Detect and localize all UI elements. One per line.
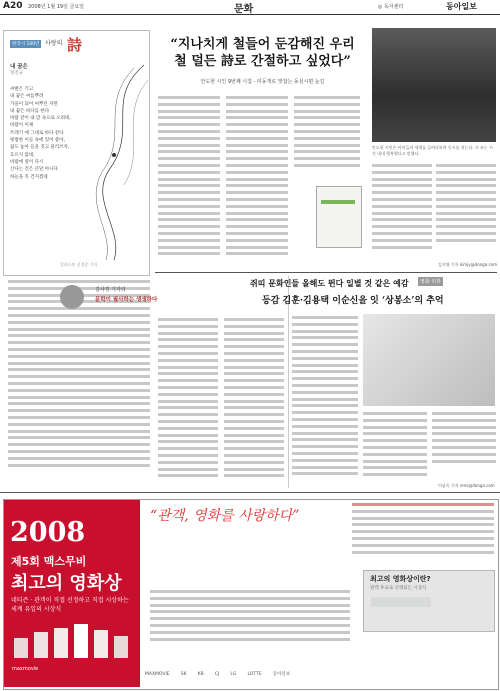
text-line <box>8 314 150 317</box>
feature-column-5 <box>436 164 496 246</box>
feature-subhead: 안도현 시인 9번째 시집 - 띠동개로 맞잡는 동심시편 눈길 <box>200 79 325 85</box>
section-divider <box>155 272 497 273</box>
ad-logo: maxmovie <box>12 666 39 672</box>
poem-author: 정진규 <box>10 71 24 76</box>
sponsor-logo: LOTTE <box>247 672 262 677</box>
ad-body-text <box>150 590 350 644</box>
ad-subtitle: 네티즌 · 관객이 직접 선정하고 직접 시상하는 세계 유일의 시상식 <box>11 597 129 613</box>
text-line <box>8 375 150 378</box>
text-line <box>8 423 150 426</box>
text-line <box>8 362 150 365</box>
ad-card-title: 최고의 영화상이란? <box>370 575 431 583</box>
poem-credit: 일러스트 신경순 기자 <box>60 262 98 267</box>
feature-column-2 <box>226 96 288 259</box>
poem-line: 내 꿈은 씨를뿌려 <box>10 94 44 100</box>
section-title: 문화 <box>234 4 254 15</box>
ad-sponsor-row <box>145 660 495 676</box>
sponsor-logo: 동아일보 <box>272 672 291 677</box>
reader-center: ◎ 독자센터 <box>378 4 404 10</box>
ad-timeline-graphic <box>8 620 138 660</box>
poem-series-tag: 한국시 100년 <box>12 42 40 47</box>
sponsor-logo: MAXMOVIE <box>145 672 170 677</box>
author-photo <box>372 28 496 142</box>
page-number: A20 <box>3 1 23 11</box>
text-line <box>8 409 150 412</box>
poem-illustration <box>84 60 150 265</box>
text-line <box>8 334 150 337</box>
feature-column-1 <box>158 96 220 259</box>
text-line <box>8 402 150 405</box>
column-divider <box>288 276 289 488</box>
sponsor-logo: LG <box>230 672 237 677</box>
poem-line: 쓰레기 예 그대로 바다 같다 <box>10 130 64 136</box>
text-line <box>8 457 150 460</box>
text-line <box>8 464 150 467</box>
poem-series-title-main: 詩 <box>67 36 83 54</box>
text-line <box>8 382 150 385</box>
text-line <box>8 430 150 433</box>
photo-caption: 안도현 시인은 아이들의 세계를 들여다보며 동시를 짓는다. 시 쓰는 시간 내내 행복했다고 말했다. <box>372 145 493 156</box>
ad-year: 2008 <box>10 517 86 548</box>
text-line <box>8 341 150 344</box>
text-line <box>8 450 150 453</box>
text-line <box>8 328 150 331</box>
ad-card-band <box>371 597 431 607</box>
poem-line: 하늘을 꼭 건지겠네 <box>10 174 48 180</box>
review-reporter: 이남숙 기자 nms@donga.com <box>438 483 495 488</box>
ad-divider <box>0 492 500 493</box>
poem-line: 흐르지 않네, <box>10 152 35 158</box>
feature-headline-line: 철 덜든 詩로 간절하고 싶었다” <box>174 54 351 69</box>
review-tag: 영화 리뷰 <box>420 279 441 285</box>
feature-headline <box>155 36 370 70</box>
book-cover-image <box>316 186 362 248</box>
ad-card-subtitle: 관객 투표로 선정되는 시상식 <box>370 586 427 591</box>
poem-line: 바람 같이 내 맘 속으로 오려네, <box>10 116 71 122</box>
issue-date: 2008년 1월 19일 금요일 <box>28 4 85 10</box>
column-title: 문학이 필사하는 생생하다 <box>95 297 158 303</box>
text-line <box>8 368 150 371</box>
ad-event-name: 제5회 맥스무비 <box>11 555 87 568</box>
sponsor-logo: KB <box>197 672 204 677</box>
text-line <box>8 307 150 310</box>
text-line <box>8 321 150 324</box>
poem-line: 바람이 이제 <box>10 123 34 129</box>
column-text-2 <box>224 318 284 481</box>
review-photo <box>363 314 495 406</box>
review-title: 쥐띠 문화인들 올해도 뛴다 일별 것 같은 예감 <box>250 278 409 288</box>
poem-line: 평범한 이들 속에 있어 좋아, <box>10 138 65 144</box>
poem-heading: 내 꿈은 <box>10 64 28 70</box>
poem-line: 가을이 되어 씨뿌린 자면 <box>10 101 58 107</box>
ad-slogan: “관객, 영화를 사랑하다” <box>150 508 300 524</box>
columnist-portrait <box>60 285 84 309</box>
feature-byline: 김지영 기자 kimjy@donga.com <box>438 262 497 267</box>
review-text-3 <box>432 412 496 466</box>
poem-commentary <box>8 280 150 470</box>
ad-main-title: 최고의 영화상 <box>11 573 122 594</box>
text-line <box>8 436 150 439</box>
text-line <box>8 355 150 358</box>
poem-text <box>10 86 90 181</box>
feature-column-4 <box>372 164 432 252</box>
poem-series-title: 사랑의 <box>45 40 63 47</box>
feature-headline-line: “지나치게 철들어 둔감해진 우리 <box>170 37 355 52</box>
text-line <box>8 348 150 351</box>
review-subtitle: 등감 김훈·김용택 이순신을 잇 ‘상봉소’의 추억 <box>262 296 444 306</box>
sponsor-logo: SK <box>180 672 187 677</box>
feature-column-3 <box>294 96 360 171</box>
column-text-1 <box>158 318 218 481</box>
columnist-name: 김사경 기자의 <box>95 287 126 293</box>
text-line <box>8 280 150 283</box>
text-line <box>8 443 150 446</box>
review-text-2 <box>363 412 427 480</box>
newspaper-name: 동아일보 <box>446 1 477 11</box>
poem-line: 산다는 것은 큰달 아니다 <box>10 167 58 173</box>
sponsor-logo: CJ <box>214 672 220 677</box>
review-text-1 <box>292 316 358 479</box>
poem-line: 씨발은 기고 <box>10 87 34 92</box>
text-line <box>8 416 150 419</box>
poem-line: 내 꿈은 바다를 한다 <box>10 108 50 114</box>
text-line <box>8 389 150 392</box>
book-cover-band <box>321 200 355 204</box>
text-line <box>8 396 150 399</box>
poem-line: 꿈도 놓아 들을 것고 물러쓰자, <box>10 145 70 151</box>
poem-line: 바람에 옆이 다시 <box>10 159 44 165</box>
